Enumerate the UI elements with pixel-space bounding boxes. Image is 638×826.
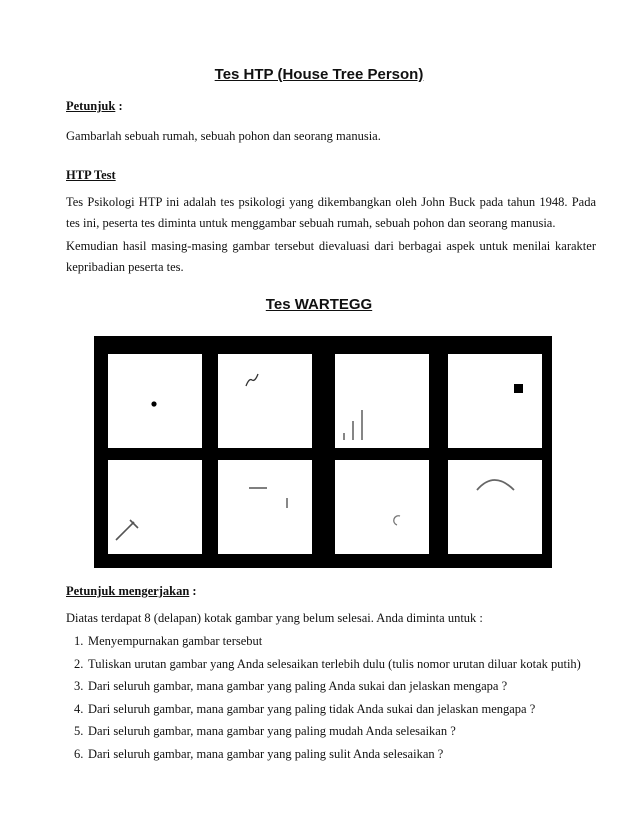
instruction-number: 2. — [74, 656, 84, 671]
instruction-number: 1. — [74, 634, 84, 648]
petunjuk-mengerjakan-heading-colon: : — [189, 584, 197, 598]
horizontal-vertical-line-stimulus-icon — [218, 460, 312, 554]
instruction-number: 3. — [74, 679, 84, 694]
wartegg-box-8 — [448, 460, 542, 554]
wartegg-grid — [94, 336, 552, 568]
petunjuk-mengerjakan-heading — [66, 584, 197, 599]
instruction-text: Dari seluruh gambar, mana gambar yang paling tidak Anda sukai dan jelaskan mengapa ? — [88, 701, 536, 716]
wartegg-box-2 — [218, 354, 312, 448]
instruction-list — [66, 630, 581, 766]
black-square-stimulus-icon — [448, 354, 542, 448]
instruction-text: Tuliskan urutan gambar yang Anda selesaikan terlebih dulu (tulis nomor urutan diluar kotak putih) — [88, 656, 581, 671]
curved-line-stimulus-icon — [218, 354, 312, 448]
petunjuk-text: Gambarlah sebuah rumah, sebuah pohon dan seorang manusia. — [66, 129, 381, 143]
instruction-text: Dari seluruh gambar, mana gambar yang paling mudah Anda selesaikan ? — [88, 724, 456, 739]
ascending-lines-stimulus-icon — [335, 354, 429, 448]
instruction-number: 6. — [74, 746, 84, 761]
instruction-text: Dari seluruh gambar, mana gambar yang paling sulit Anda selesaikan ? — [88, 746, 444, 761]
instruction-number: 4. — [74, 701, 84, 716]
htp-test-paragraph-2: Kemudian hasil masing-masing gambar tersebut dievaluasi dari berbagai aspek untuk menilai karakter kepribadian peserta tes. — [66, 239, 596, 274]
htp-test-paragraph-1: Tes Psikologi HTP ini adalah tes psikologi yang dikembangkan oleh John Buck pada tahun 1948. Pada tes ini, peserta tes diminta untuk menggambar sebuah rumah, sebuah pohon dan seorang manusia. — [66, 195, 596, 230]
wartegg-box-1 — [108, 354, 202, 448]
diagonal-line-stimulus-icon — [108, 460, 202, 554]
wartegg-title: Tes WARTEGG — [265, 296, 373, 313]
wartegg-box-5 — [108, 460, 202, 554]
instruction-item — [66, 720, 581, 743]
wartegg-box-4 — [448, 354, 542, 448]
instruction-text: Dari seluruh gambar, mana gambar yang paling Anda sukai dan jelaskan mengapa ? — [88, 679, 508, 694]
petunjuk-heading-colon: : — [115, 99, 123, 113]
wartegg-box-7 — [335, 460, 429, 554]
instruction-item — [66, 653, 581, 676]
large-arc-stimulus-icon — [448, 460, 542, 554]
instruction-item — [66, 698, 581, 721]
petunjuk-heading-label: Petunjuk — [66, 99, 116, 113]
wartegg-box-3 — [335, 354, 429, 448]
dot-stimulus-icon — [108, 354, 202, 448]
instruction-item — [66, 675, 581, 698]
petunjuk-mengerjakan-heading-label: Petunjuk mengerjakan — [66, 584, 190, 598]
small-arc-stimulus-icon — [335, 460, 429, 554]
instruction-number: 5. — [74, 724, 84, 739]
wartegg-box-6 — [218, 460, 312, 554]
instruction-item — [66, 630, 581, 653]
instruction-item — [66, 743, 581, 766]
htp-test-heading — [66, 168, 116, 183]
petunjuk-mengerjakan-intro: Diatas terdapat 8 (delapan) kotak gambar yang belum selesai. Anda diminta untuk : — [66, 611, 483, 625]
instruction-text: Menyempurnakan gambar tersebut — [88, 634, 263, 648]
htp-test-heading-label: HTP Test — [66, 168, 116, 182]
document-title: Tes HTP (House Tree Person) — [214, 66, 424, 83]
petunjuk-heading — [66, 99, 123, 114]
